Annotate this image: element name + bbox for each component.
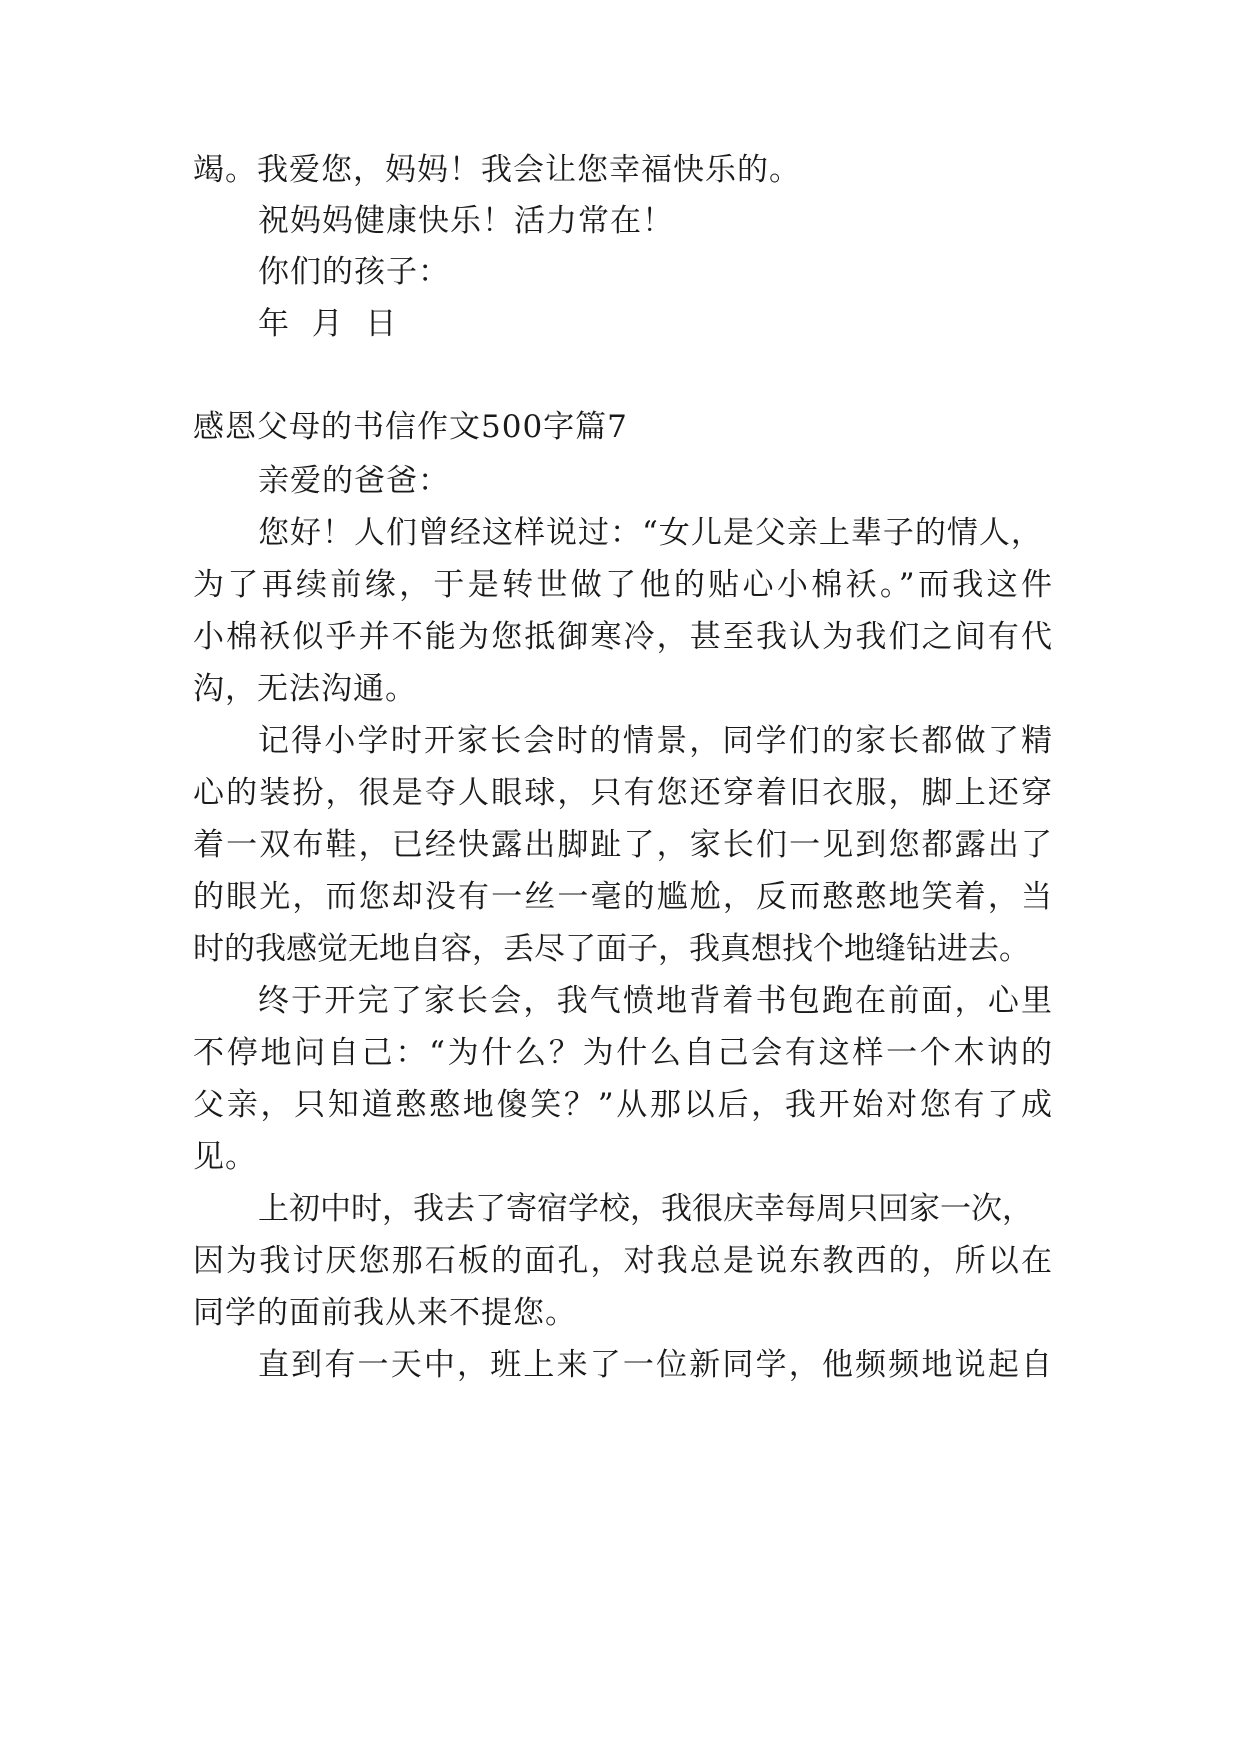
- paragraph-line: 您好！人们曾经这样说过：“女儿是父亲上辈子的情人，: [258, 515, 1043, 551]
- letter-salutation: 亲爱的爸爸：: [258, 463, 450, 499]
- paragraph-line: 不停地问自己：“为什么？为什么自己会有这样一个木讷的: [193, 1035, 1053, 1071]
- prev-letter-signature: 你们的孩子：: [258, 254, 450, 290]
- paragraph-line: 着一双布鞋，已经快露出脚趾了，家长们一见到您都露出了: [193, 827, 1053, 863]
- paragraph-line: 见。: [193, 1139, 257, 1175]
- paragraph-line: 小棉袄似乎并不能为您抵御寒冷，甚至我认为我们之间有代: [193, 619, 1053, 655]
- paragraph-line: 心的装扮，很是夺人眼球，只有您还穿着旧衣服，脚上还穿: [193, 775, 1053, 811]
- paragraph-line: 因为我讨厌您那石板的面孔，对我总是说东教西的，所以在: [193, 1243, 1053, 1279]
- prev-letter-date: 年 月 日: [258, 306, 398, 342]
- prev-letter-closing-line: 竭。我爱您，妈妈！我会让您幸福快乐的。: [193, 152, 801, 188]
- paragraph-line: 同学的面前我从来不提您。: [193, 1295, 577, 1331]
- section-title: 感恩父母的书信作文500字篇7: [193, 409, 628, 445]
- paragraph-line: 为了再续前缘，于是转世做了他的贴心小棉袄。”而我这件: [193, 567, 1053, 603]
- paragraph-line: 记得小学时开家长会时的情景，同学们的家长都做了精: [258, 723, 1053, 759]
- prev-letter-wish: 祝妈妈健康快乐！活力常在！: [258, 203, 674, 239]
- paragraph-line: 上初中时，我去了寄宿学校，我很庆幸每周只回家一次，: [258, 1191, 1033, 1227]
- paragraph-line: 终于开完了家长会，我气愤地背着书包跑在前面，心里: [258, 983, 1053, 1019]
- paragraph-line: 直到有一天中，班上来了一位新同学，他频频地说起自: [258, 1347, 1053, 1383]
- paragraph-line: 的眼光，而您却没有一丝一毫的尴尬，反而憨憨地笑着，当: [193, 879, 1053, 915]
- paragraph-line: 时的我感觉无地自容，丢尽了面子，我真想找个地缝钻进去。: [193, 931, 1030, 967]
- paragraph-line: 沟，无法沟通。: [193, 671, 417, 707]
- paragraph-line: 父亲，只知道憨憨地傻笑？”从那以后，我开始对您有了成: [193, 1087, 1053, 1123]
